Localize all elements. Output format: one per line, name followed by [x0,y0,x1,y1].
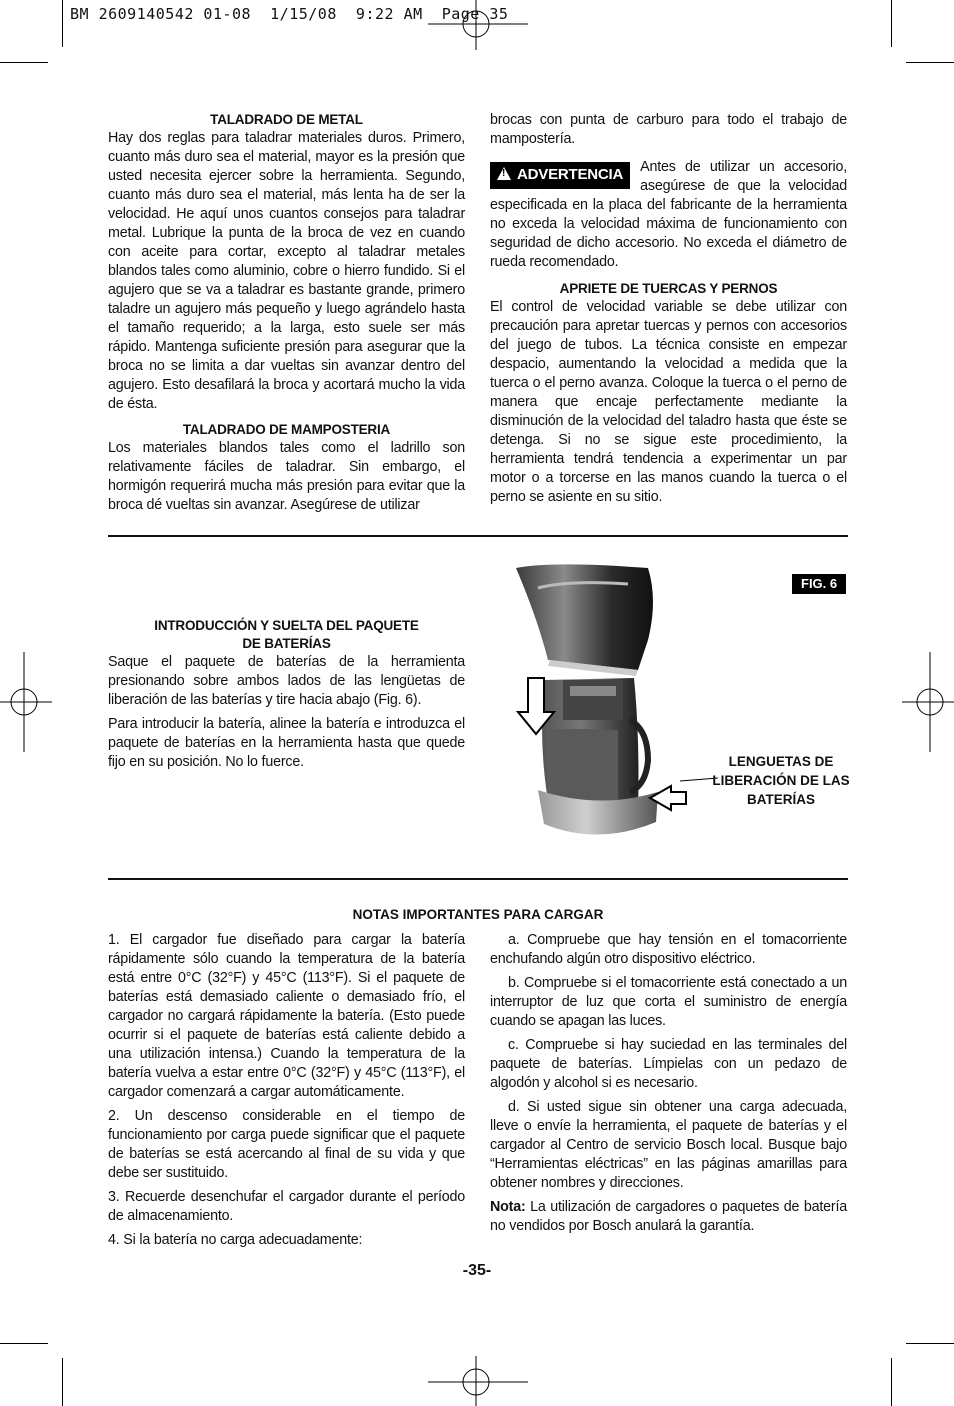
section-divider [108,878,848,880]
charging-item-b: b. Compruebe si el tomacorriente está conectado a un interruptor de luz que corta el suministro de energía cuando se apagan las luces. [490,975,847,1029]
registration-mark-right [894,652,954,752]
masonry-continued: brocas con punta de carburo para todo el trabajo de mampostería. [490,112,847,147]
crop-mark [906,62,954,63]
crop-mark [0,1343,48,1344]
crop-mark [62,0,63,47]
left-column-top [108,111,465,515]
charging-item-2: 2. Un descenso considerable en el tiempo de funcionamiento por carga puede significar que el paquete de baterías se está acercando al final de su vida y que debe ser sustituido. [108,1108,465,1181]
nuts-body: El control de velocidad variable se debe utilizar con precaución para apretar tuercas y pernos con accesorios del juego de tubos. La técnica consiste en empezar despacio, aumentando la velocidad a medida que la tuerca o el perno avanza. Coloque la tuerca o el perno de manera que encaje perfectamente mediante la disminución de la velocidad del taladro hasta que éste se detenga. Si no se sigue este procedimiento, la herramienta tendrá tendencia a experimentar un par motor o a torcerse en las manos cuando la tuerca o el perno se asiente en su sitio. [490,299,847,505]
charging-item-3: 3. Recuerde desenchufar el cargador durante el período de almacenamiento. [108,1189,465,1224]
note-body: La utilización de cargadores o paquetes de batería no vendidos por Bosch anulará la garantía. [490,1199,847,1234]
charging-left-column [108,931,465,1250]
charging-item-1: 1. El cargador fue diseñado para cargar la batería rápidamente sólo cuando la temperatura de la batería está entre 0°C (32°F) y 45°C (113°F). Si el paquete de baterías está demasiado caliente o demasiado frío, el cargador no cargará rápidamente la batería. (Esto puede ocurrir si el paquete de baterías está caliente debido a una utilización intensa.) Cuando la temperatura de la batería vuelva a estar entre 0°C (32°F) y 45°C (113°F), el cargador comenzará a cargar automáticamente. [108,932,465,1100]
warning-body: Antes de utilizar un accesorio, asegúrese de que la velocidad especificada en la placa del fabricante de la herramienta no exceda la velocidad máxima de funcionamiento con seguridad de dicho accesorio. No exceda el diámetro de rueda recomendado. [490,159,847,270]
masonry-heading: TALADRADO DE MAMPOSTERIA [182,422,391,437]
page-number: -35- [462,1262,492,1279]
crop-mark [891,1358,892,1406]
right-column-top [490,111,847,507]
warning-badge [490,162,630,189]
charging-item-a: a. Compruebe que hay tensión en el tomacorriente enchufando algún otro dispositivo eléctrico. [490,932,847,967]
nuts-heading: APRIETE DE TUERCAS Y PERNOS [559,281,778,296]
charging-item-d: d. Si usted sigue sin obtener una carga adecuada, lleve o envíe la herramienta, el paquete de baterías y el cargador al Centro de servicio Bosch local. Busque bajo “Herramientas eléctricas” en las páginas amarillas para obtener nombres y direcciones. [490,1099,847,1191]
metal-body: Hay dos reglas para taladrar materiales duros. Primero, cuanto más duro sea el material, mayor es la presión que usted necesita ejercer sobre la herramienta. Segundo, cuanto más duro sea el material, más lenta ha de ser la velocidad. He aquí unos cuantos consejos para taladrar metal. Lubrique la punta de la broca de vez en cuando con aceite para cortar, excepto al taladrar metales blandos tales como aluminio, cobre o hierro fundido. Si el agujero que se va a taladrar es bastante grande, primero taladre un agujero más pequeño y luego agrándelo hasta el tamaño requerido; a la larga, esto suele ser más rápido. Mantenga suficiente presión para asegurar que la broca no se limita a dar vueltas sin avanzar dentro del agujero. Esto desafilará la broca y acortará mucho la vida de ésta. [108,130,465,412]
charging-item-4: 4. Si la batería no carga adecuadamente: [108,1232,363,1248]
registration-mark-left [0,652,60,752]
warning-block [490,158,847,272]
note-label: Nota: [490,1199,526,1215]
crop-mark [0,62,48,63]
crop-mark [62,1358,63,1406]
crop-mark [891,0,892,47]
battery-insert-text: Para introducir la batería, alinee la batería e introduzca el paquete de baterías en la herramienta hasta que quede fijo en su posición. No lo fuerce. [108,716,465,770]
figure-callout: LENGUETAS DE LIBERACIÓN DE LAS BATERÍAS [712,754,850,807]
battery-figure-illustration [508,560,718,846]
masonry-body: Los materiales blandos tales como el ladrillo son relativamente fáciles de taladrar. Sin embargo, el hormigón requerirá mucha más presión para evitar que la broca dé vueltas sin avanzar. Asegúrese de utilizar [108,440,465,513]
metal-heading: TALADRADO DE METAL [210,112,363,127]
warning-label: ADVERTENCIA [517,166,624,183]
battery-remove-text: Saque el paquete de baterías de la herramienta presionando sobre ambos lados de las lengüetas de liberación de las baterías y tire hacia abajo (Fig. 6). [108,654,465,708]
registration-mark-bottom [428,1350,528,1406]
warning-triangle-icon: ! [497,167,511,180]
charging-note [490,1198,847,1236]
charging-right-column [490,931,847,1236]
figure-tag: FIG. 6 [792,574,846,594]
charging-heading: NOTAS IMPORTANTES PARA CARGAR [352,907,604,922]
print-slug: BM 2609140542 01-08 1/15/08 9:22 AM Page 35 [70,5,509,23]
crop-mark [906,1343,954,1344]
battery-column [108,617,465,772]
battery-heading: INTRODUCCIÓN Y SUELTA DEL PAQUETE DE BATERÍAS [154,618,419,651]
charging-item-c: c. Compruebe si hay suciedad en las terminales del paquete de baterías. Límpielas con un pedazo de algodón y alcohol si es necesario. [490,1037,847,1091]
section-divider [108,535,848,537]
